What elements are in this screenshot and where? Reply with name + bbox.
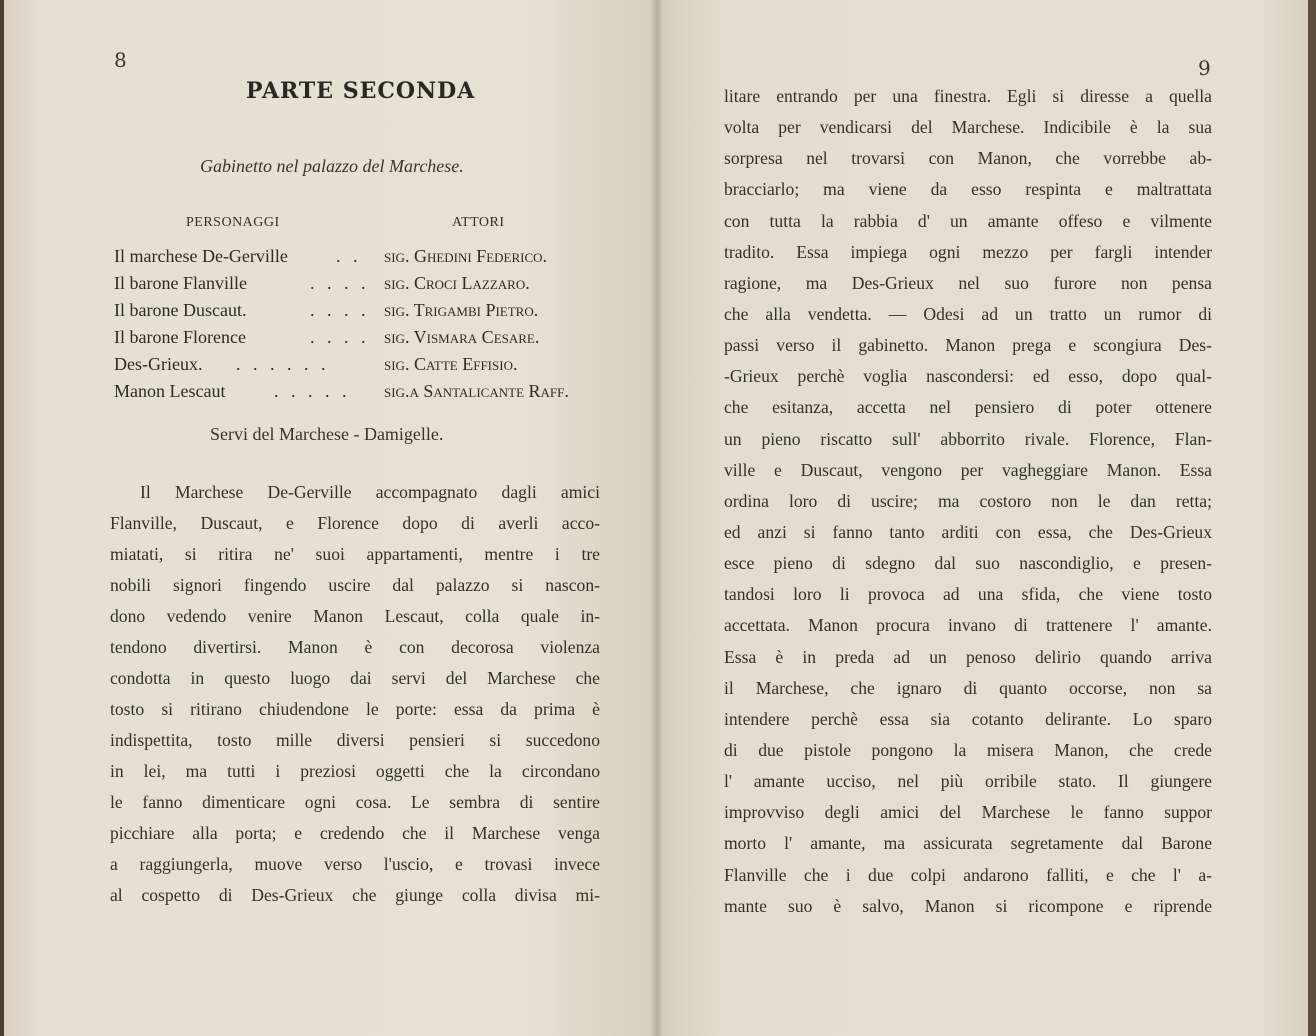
servants-line: Servi del Marchese - Damigelle. [210,424,444,444]
cast-role: Des-Grieux. [114,354,203,374]
text-line: di due pistole pongono la misera Manon, che crede [724,739,1212,760]
book-gutter [650,0,664,1036]
cast-list [114,246,614,408]
cast-dots: . . . . [310,300,370,320]
text-line: morto l' amante, ma assicurata segretamente dal Barone [724,833,1212,854]
text-line: al cospetto di Des-Grieux che giunge colla divisa mi- [110,885,600,905]
cast-dots: . . . . [310,273,370,293]
cast-role: Manon Lescaut [114,381,226,401]
text-line: litare entrando per una finestra. Egli si diresse a quella [724,86,1212,106]
cast-actor: sig. Croci Lazzaro. [384,273,530,293]
text-line: l' amante ucciso, nel più orribile stato. Il giungere [724,771,1212,792]
cast-row [114,273,614,300]
text-line: tandosi loro li provoca ad una sfida, che viene tosto [724,584,1212,605]
cast-dots: . . . . . . [236,354,330,374]
text-line: improvviso degli amici del Marchese le fanno suppor [724,802,1212,823]
text-line: accettata. Manon procura invano di trattenere l' amante. [724,615,1212,636]
text-line: Essa è in preda ad un penoso delirio quando arriva [724,646,1212,667]
cast-role: Il barone Flanville [114,273,247,293]
cast-dots: . . . . [310,327,370,347]
characters-header: PERSONAGGI [186,215,280,230]
text-line: ordina loro di uscire; ma costoro non le dan retta; [724,490,1212,511]
cast-dots: . . [336,246,362,266]
text-line: ragione, ma Des-Grieux nel suo furore non pensa [724,272,1212,293]
cast-actor: sig. Trigambi Pietro. [384,300,539,320]
synopsis-paragraph-right [724,86,1212,927]
text-line: in lei, ma tutti i preziosi oggetti che la circondano [110,761,600,781]
cast-role: Il marchese De-Gerville [114,246,288,266]
text-line: mante suo è salvo, Manon si ricompone e riprende [724,895,1212,916]
text-line: tosto si ritirano chiudendone le porte: essa da prima è [110,699,600,719]
cast-actor: sig. Ghedini Federico. [384,246,548,266]
cast-row [114,246,614,273]
text-line: bracciarlo; ma viene da esso respinta e maltrattata [724,179,1212,200]
cast-role: Il barone Florence [114,327,246,347]
text-line: intendere perchè essa sia cotanto delirante. Lo sparo [724,708,1212,729]
text-line: le fanno dimenticare ogni cosa. Le sembra di sentire [110,792,600,812]
part-title: PARTE SECONDA [246,78,476,104]
page-number-right: 9 [1198,56,1211,80]
text-line: -Grieux perchè voglia nascondersi: ed esso, dopo qual- [724,366,1212,387]
text-line: che alla vendetta. — Odesi ad un tratto un rumor di [724,303,1212,324]
text-line: con tutta la rabbia d' un amante offeso e vilmente [724,210,1212,231]
text-line: Il Marchese De-Gerville accompagnato dagli amici [140,482,600,502]
text-line: volta per vendicarsi del Marchese. Indicibile è la sua [724,117,1212,138]
text-line: Flanville che i due colpi andarono falliti, e che l' a- [724,864,1212,885]
synopsis-paragraph-left [110,482,600,916]
text-line: dono vedendo venire Manon Lescaut, colla quale in- [110,606,600,626]
text-line: il Marchese, che ignaro di quanto occorse, non sa [724,677,1212,698]
cast-dots: . . . . . [274,381,351,401]
text-line: passi verso il gabinetto. Manon prega e scongiura Des- [724,335,1212,356]
text-line: condotta in questo luogo dai servi del Marchese che [110,668,600,688]
binding-edge-right [1308,0,1316,1036]
cast-actor: sig. Vismara Cesare. [384,327,540,347]
text-line: Flanville, Duscaut, e Florence dopo di averli acco- [110,513,600,533]
text-line: picchiare alla porta; e credendo che il Marchese venga [110,823,600,843]
cast-row [114,381,614,408]
page-number-left: 8 [114,48,127,72]
cast-actor: sig.a Santalicante Raff. [384,381,569,401]
text-line: tradito. Essa impiega ogni mezzo per fargli intender [724,241,1212,262]
text-line: un pieno riscatto sull' abborrito rivale. Florence, Flan- [724,428,1212,449]
text-line: nobili signori fingendo uscire dal palazzo si nascon- [110,575,600,595]
text-line: sorpresa nel trovarsi con Manon, che vorrebbe ab- [724,148,1212,169]
text-line: a raggiungerla, muove verso l'uscio, e trovasi invece [110,854,600,874]
cast-row [114,354,614,381]
text-line: ed anzi si fanno tanto arditi con essa, che Des-Grieux [724,521,1212,542]
text-line: esce pieno di sdegno dal suo nascondiglio, e presen- [724,553,1212,574]
cast-role: Il barone Duscaut. [114,300,247,320]
scene-description: Gabinetto nel palazzo del Marchese. [200,156,464,176]
cast-actor: sig. Catte Effisio. [384,354,518,374]
cast-row [114,300,614,327]
text-line: miatati, si ritira ne' suoi appartamenti, mentre i tre [110,544,600,564]
text-line: tendono divertirsi. Manon è con decorosa violenza [110,637,600,657]
text-line: che esitanza, accetta nel pensiero di poter ottenere [724,397,1212,418]
actors-header: ATTORI [452,215,505,230]
text-line: indispettita, tosto mille diversi pensieri si succedono [110,730,600,750]
text-line: ville e Duscaut, vengono per vagheggiare Manon. Essa [724,459,1212,480]
cast-row [114,327,614,354]
